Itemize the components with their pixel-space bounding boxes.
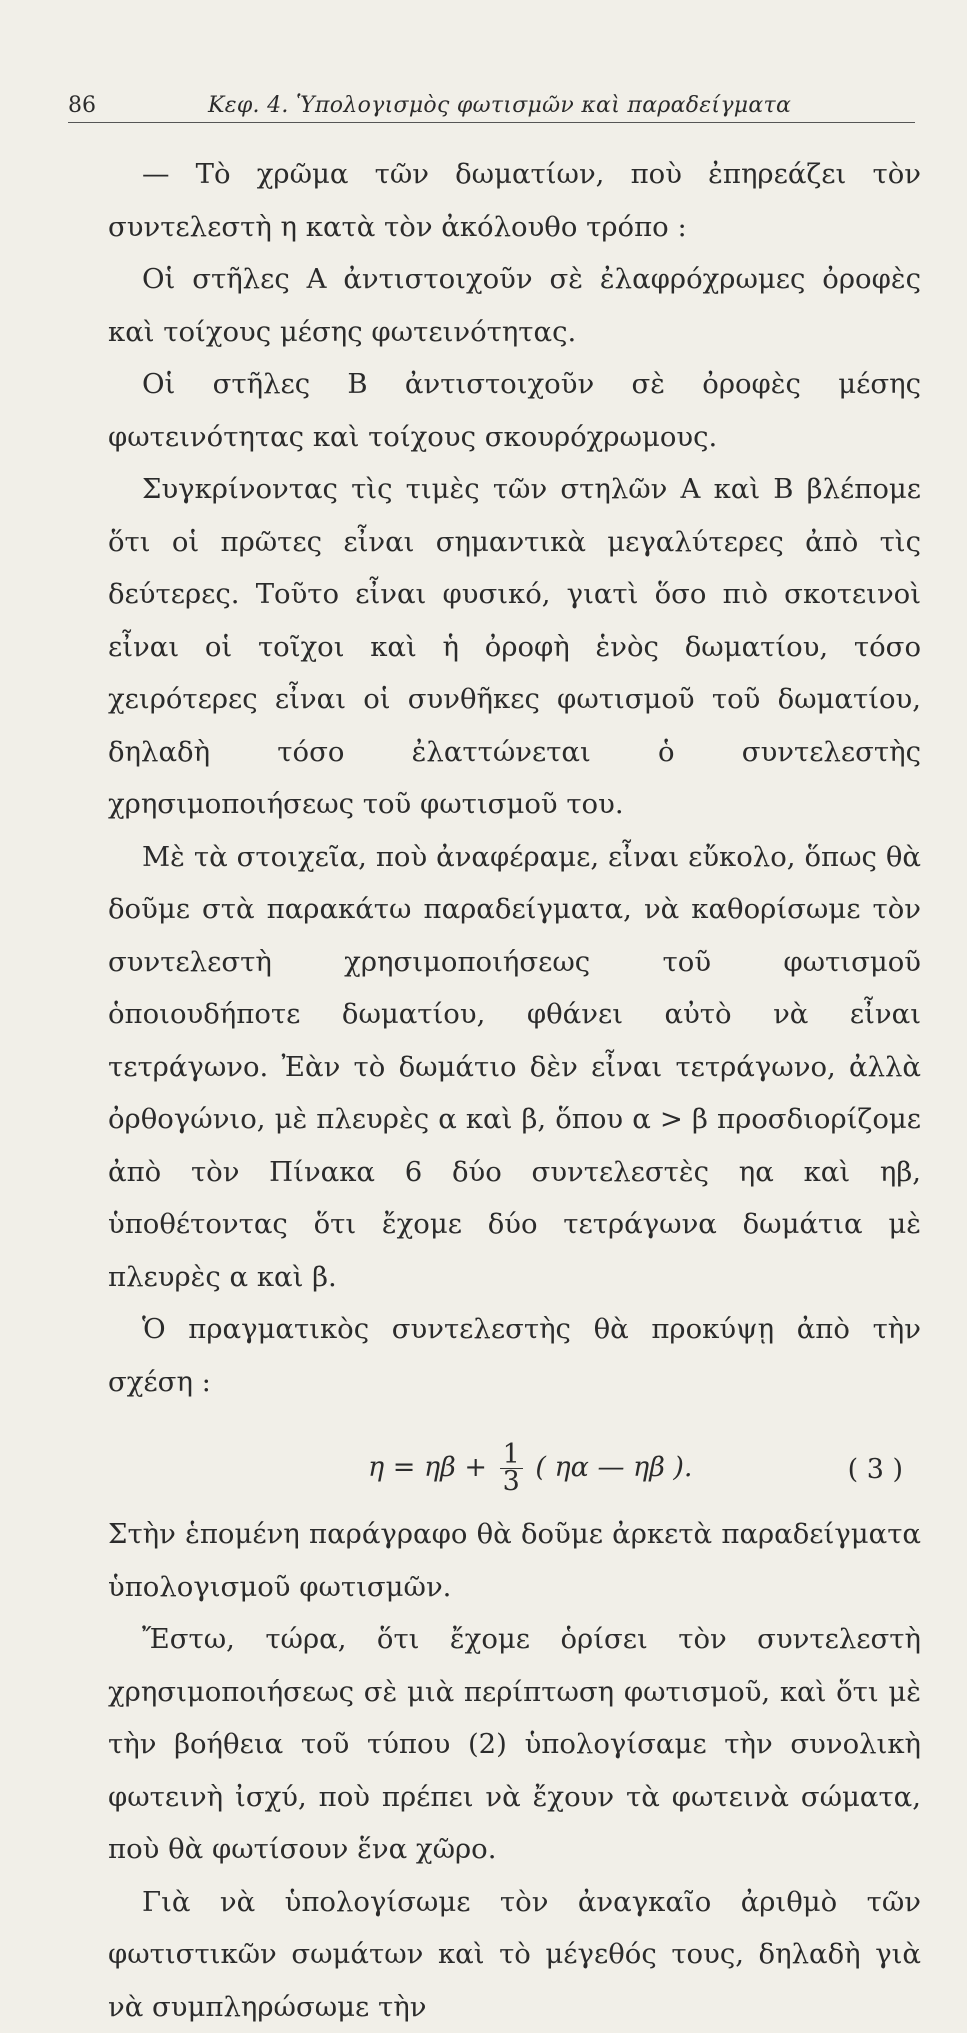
running-header — [68, 88, 915, 123]
equation-3 — [108, 1414, 921, 1504]
paragraph-5: Μὲ τὰ στοιχεῖα, ποὺ ἀναφέραμε, εἶναι εὔκολο, ὅπως θὰ δοῦμε στὰ παρακάτω παραδείγματα, νὰ καθορίσωμε τὸν συντελεστὴ χρησιμοποιήσεως τοῦ φωτισμοῦ ὁποιουδήποτε δωματίου, φθάνει αὐτὸ νὰ εἶναι τετράγωνο. Ἐὰν τὸ δωμάτιο δὲν εἶναι τετράγωνο, ἀλλὰ ὀρθογώνιο, μὲ πλευρὲς α καὶ β, ὅπου α > β προσδιορίζομε ἀπὸ τὸν Πίνακα 6 δύο συντελεστὲς ηα καὶ ηβ, ὑποθέτοντας ὅτι ἔχομε δύο τετράγωνα δωμάτια μὲ πλευρὲς α καὶ β. — [108, 831, 921, 1304]
paragraph-7: Στὴν ἑπομένη παράγραφο θὰ δοῦμε ἀρκετὰ παραδείγματα ὑπολογισμοῦ φωτισμῶν. — [108, 1508, 921, 1613]
fraction-denominator: 3 — [500, 1469, 523, 1495]
page-number: 86 — [68, 93, 96, 118]
paragraph-2: Οἱ στῆλες Α ἀντιστοιχοῦν σὲ ἐλαφρόχρωμες ὀροφὲς καὶ τοίχους μέσης φωτεινότητας. — [108, 253, 921, 358]
equation-fraction — [500, 1442, 523, 1495]
paragraph-6: Ὁ πραγματικὸς συντελεστὴς θὰ προκύψῃ ἀπὸ τὴν σχέση : — [108, 1303, 921, 1408]
equation-expression — [368, 1442, 693, 1495]
paragraph-3: Οἱ στῆλες Β ἀντιστοιχοῦν σὲ ὀροφὲς μέσης φωτεινότητας καὶ τοίχους σκουρόχρωμους. — [108, 358, 921, 463]
paragraph-8: Ἔστω, τώρα, ὅτι ἔχομε ὁρίσει τὸν συντελεστὴ χρησιμοποιήσεως σὲ μιὰ περίπτωση φωτισμοῦ, καὶ ὅτι μὲ τὴν βοήθεια τοῦ τύπου (2) ὑπολογίσαμε τὴν συνολικὴ φωτεινὴ ἰσχύ, ποὺ πρέπει νὰ ἔχουν τὰ φωτεινὰ σώματα, ποὺ θὰ φωτίσουν ἕνα χῶρο. — [108, 1613, 921, 1876]
paragraph-1: — Τὸ χρῶμα τῶν δωματίων, ποὺ ἐπηρεάζει τὸν συντελεστὴ η κατὰ τὸν ἀκόλουθο τρόπο : — [108, 148, 921, 253]
equation-rhs: ( ηα — ηβ ). — [535, 1452, 692, 1483]
running-title: Κεφ. 4. Ὑπολογισμὸς φωτισμῶν καὶ παραδείγματα — [208, 93, 791, 118]
equation-number: ( 3 ) — [848, 1444, 903, 1497]
paragraph-4: Συγκρίνοντας τὶς τιμὲς τῶν στηλῶν Α καὶ Β βλέπομε ὅτι οἱ πρῶτες εἶναι σημαντικὰ μεγαλύτερες ἀπὸ τὶς δεύτερες. Τοῦτο εἶναι φυσικό, γιατὶ ὅσο πιὸ σκοτεινοὶ εἶναι οἱ τοῖχοι καὶ ἡ ὀροφὴ ἑνὸς δωματίου, τόσο χειρότερες εἶναι οἱ συνθῆκες φωτισμοῦ τοῦ δωματίου, δηλαδὴ τόσο ἐλαττώνεται ὁ συντελεστὴς χρησιμοποιήσεως τοῦ φωτισμοῦ του. — [108, 463, 921, 831]
paragraph-9: Γιὰ νὰ ὑπολογίσωμε τὸν ἀναγκαῖο ἀριθμὸ τῶν φωτιστικῶν σωμάτων καὶ τὸ μέγεθός τους, δηλαδὴ γιὰ νὰ συμπληρώσωμε τὴν — [108, 1876, 921, 2033]
page-body — [108, 148, 921, 2033]
fraction-numerator: 1 — [500, 1442, 523, 1469]
equation-lhs: η = ηβ + — [368, 1452, 487, 1483]
